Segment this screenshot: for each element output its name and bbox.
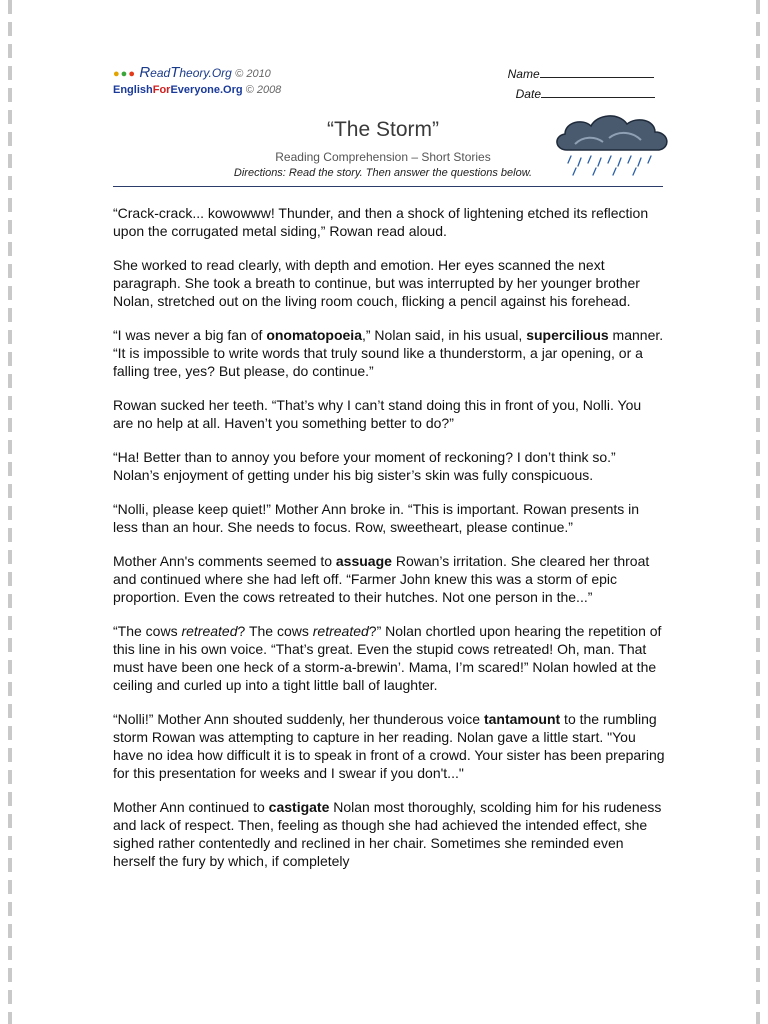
emphasized-word: retreated: [181, 623, 238, 639]
name-label: Name: [507, 67, 540, 81]
directions-text: Directions: Read the story. Then answer the questions below.: [233, 167, 533, 179]
name-blank[interactable]: [540, 66, 654, 78]
englishforeveryone-logo: EnglishForEveryone.Org © 2008: [113, 84, 282, 96]
page-border-right: [756, 0, 760, 1024]
name-field[interactable]: [508, 66, 655, 81]
story-body: [113, 204, 665, 886]
story-paragraph: “The cows retreated? The cows retreated?” Nolan chortled upon hearing the repetition of this line in his own voice. “That’s great. Even the stupid cows retreated! Oh, man. That must have been one heck of a storm-a-brewin’. Mama, I’m scared!” Nolan howled at the ceiling and curled up into a tight little ball of laughter.: [113, 623, 662, 693]
date-field[interactable]: [508, 86, 655, 101]
emphasized-word: retreated: [312, 623, 369, 639]
date-label: Date: [515, 87, 541, 101]
story-paragraph: “Crack-crack... kowowww! Thunder, and then a shock of lightening etched its reflection upon the corrugated metal siding,” Rowan read aloud.: [113, 205, 649, 239]
readtheory-copyright: © 2010: [235, 68, 271, 80]
vocab-word: castigate: [268, 799, 330, 815]
story-paragraph: Mother Ann continued to castigate Nolan most thoroughly, scolding him for his rudeness and lack of respect. Then, feeling as though she had achieved the intended effect, she sighed rather contentedly and reclined in her chair. Sometimes she reminded even herself the fury by which, if completely: [113, 799, 662, 869]
story-paragraph: Rowan sucked her teeth. “That’s why I can’t stand doing this in front of you, Nolli. You are no help at all. Haven’t you something better to do?”: [113, 397, 642, 431]
worksheet-header: [113, 62, 663, 192]
englishforeveryone-copyright: © 2008: [245, 84, 282, 96]
story-paragraph: “Nolli!” Mother Ann shouted suddenly, her thunderous voice tantamount to the rumbling storm Rowan was attempting to capture in her reading. Nolan gave a little start. "You have no idea how difficult it is to speak in front of a crowd. Your sister has been preparing for this presentation for weeks and I swear if you don't...": [113, 711, 665, 781]
story-paragraph: She worked to read clearly, with depth and emotion. Her eyes scanned the next paragraph. She took a breath to continue, but was interrupted by her younger brother Nolan, stretched out on the living room couch, flicking a pencil against his forehead.: [113, 257, 640, 309]
story-paragraph: “I was never a big fan of onomatopoeia,” Nolan said, in his usual, supercilious manner. “It is impossible to write words that truly sound like a thunderstorm, a jar opening, or a falling tree, yes? But please, do continue.”: [113, 327, 664, 379]
date-blank[interactable]: [541, 86, 655, 98]
worksheet-subtitle: Reading Comprehension – Short Stories: [275, 150, 491, 164]
story-paragraph: “Ha! Better than to annoy you before your moment of reckoning? I don’t think so.” Nolan’s enjoyment of getting under his big sister’s skin was fully conspicuous.: [113, 449, 616, 483]
storm-cloud-icon: [549, 110, 675, 180]
vocab-word: assuage: [335, 553, 392, 569]
vocab-word: supercilious: [526, 327, 609, 343]
story-paragraph: “Nolli, please keep quiet!” Mother Ann broke in. “This is important. Rowan presents in less than an hour. She needs to focus. Row, sweetheart, please continue.”: [113, 501, 640, 535]
header-divider: [113, 186, 663, 187]
story-title: “The Storm”: [326, 118, 439, 141]
readtheory-logo: ●●● ReadTheory.Org © 2010: [113, 64, 271, 81]
page-border-left: [8, 0, 12, 1024]
story-paragraph: Mother Ann's comments seemed to assuage Rowan’s irritation. She cleared her throat and continued where she had left off. “Farmer John knew this was a storm of epic proportion. Even the cows retreated to their hutches. Not one person in the...”: [113, 553, 650, 605]
vocab-word: tantamount: [483, 711, 561, 727]
student-info-fields: [508, 66, 655, 106]
vocab-word: onomatopoeia: [266, 327, 362, 343]
